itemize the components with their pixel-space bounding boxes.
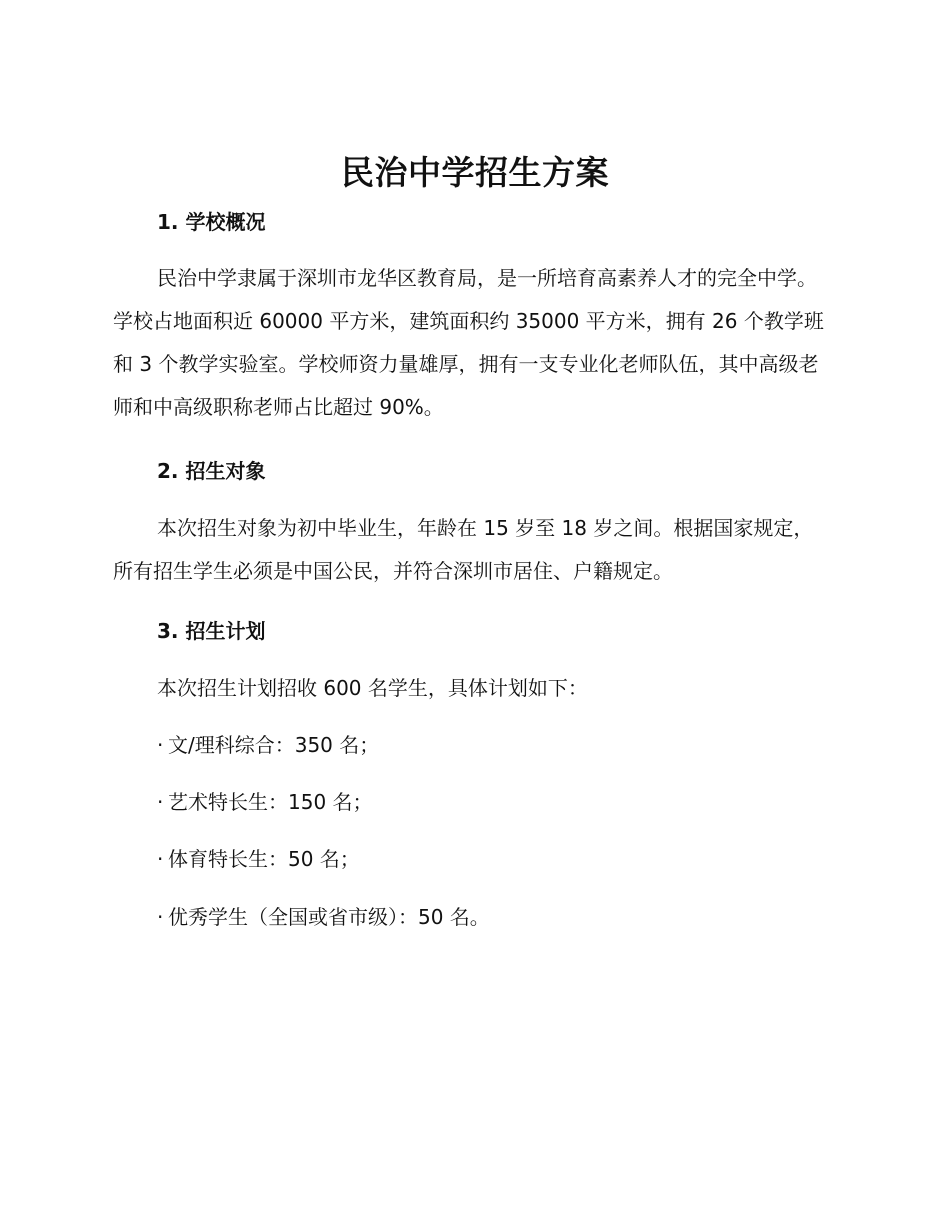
list-item-text: 优秀学生（全国或省市级）：50 名。 <box>168 905 490 929</box>
section-heading-admission-target: 2. 招生对象 <box>157 459 266 483</box>
list-item <box>157 845 360 873</box>
section-heading-admission-plan: 3. 招生计划 <box>157 619 266 643</box>
list-item-text: 体育特长生：50 名； <box>168 847 360 871</box>
list-item-text: 艺术特长生：150 名； <box>168 790 373 814</box>
section-heading-school-overview: 1. 学校概况 <box>157 210 266 234</box>
admission-plan-intro: 本次招生计划招收 600 名学生，具体计划如下： <box>157 676 588 700</box>
admission-target-paragraph: 本次招生对象为初中毕业生，年龄在 15 岁至 18 岁之间。根据国家规定，所有招生学生必须是中国公民，并符合深圳市居住、户籍规定。 <box>113 516 814 583</box>
document-title: 民治中学招生方案 <box>341 153 609 192</box>
bullet-icon: · <box>157 733 164 757</box>
bullet-icon: · <box>157 847 164 871</box>
bullet-icon: · <box>157 790 164 814</box>
list-item-text: 文/理科综合：350 名； <box>168 733 380 757</box>
list-item <box>157 903 490 931</box>
bullet-icon: · <box>157 905 164 929</box>
list-item <box>157 731 379 759</box>
school-overview-paragraph: 民治中学隶属于深圳市龙华区教育局，是一所培育高素养人才的完全中学。学校占地面积近 60000 平方米，建筑面积约 35000 平方米，拥有 26 个教学班和 3 个教学实验室。学校师资力量雄厚，拥有一支专业化老师队伍，其中高级老师和中高级职称老师占比超过 90%。 <box>113 266 824 419</box>
list-item <box>157 788 373 816</box>
